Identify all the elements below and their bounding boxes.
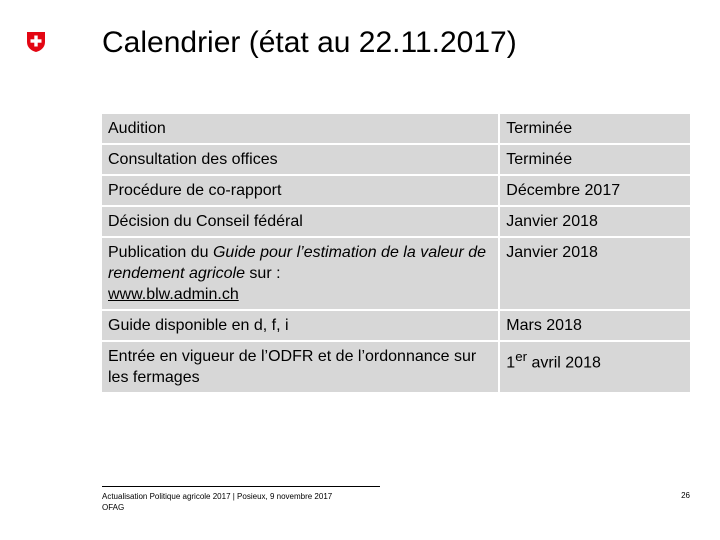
- step-cell: Guide disponible en d, f, i: [102, 311, 500, 342]
- step-cell: Procédure de co-rapport: [102, 176, 500, 207]
- date-cell: [500, 342, 690, 394]
- table-row: [102, 238, 690, 311]
- table-row: [102, 145, 690, 176]
- footer-divider: [102, 486, 380, 487]
- ordinal-suffix: er: [515, 349, 528, 364]
- footer-caption: Actualisation Politique agricole 2017 | Posieux, 9 novembre 2017: [102, 492, 333, 501]
- footer-org: OFAG: [102, 503, 125, 512]
- date-cell: Terminée: [500, 114, 690, 145]
- step-cell: Consultation des offices: [102, 145, 500, 176]
- step-text: Publication du: [108, 244, 213, 261]
- date-cell: Décembre 2017: [500, 176, 690, 207]
- step-cell: Entrée en vigueur de l’ODFR et de l’ordonnance sur les fermages: [102, 342, 500, 394]
- date-cell: Mars 2018: [500, 311, 690, 342]
- date-cell: Janvier 2018: [500, 238, 690, 311]
- swiss-cross-icon: [26, 31, 46, 53]
- table-row: [102, 342, 690, 394]
- page-title: Calendrier (état au 22.11.2017): [102, 26, 517, 59]
- blw-link[interactable]: www.blw.admin.ch: [108, 286, 239, 303]
- step-cell: [102, 238, 500, 311]
- table-row: [102, 114, 690, 145]
- date-cell: Janvier 2018: [500, 207, 690, 238]
- page-number: 26: [681, 491, 690, 500]
- date-text: avril 2018: [527, 354, 601, 372]
- schedule-table: [102, 114, 690, 394]
- date-text: 1: [506, 354, 516, 372]
- date-cell: Terminée: [500, 145, 690, 176]
- table-row: [102, 207, 690, 238]
- step-cell: Décision du Conseil fédéral: [102, 207, 500, 238]
- step-text: sur :: [244, 265, 281, 282]
- footer: [102, 491, 332, 513]
- table-row: [102, 176, 690, 207]
- guide-title: Guide pour l’estimation de la valeur de rendement agricole: [108, 244, 487, 282]
- step-cell: Audition: [102, 114, 500, 145]
- table-row: [102, 311, 690, 342]
